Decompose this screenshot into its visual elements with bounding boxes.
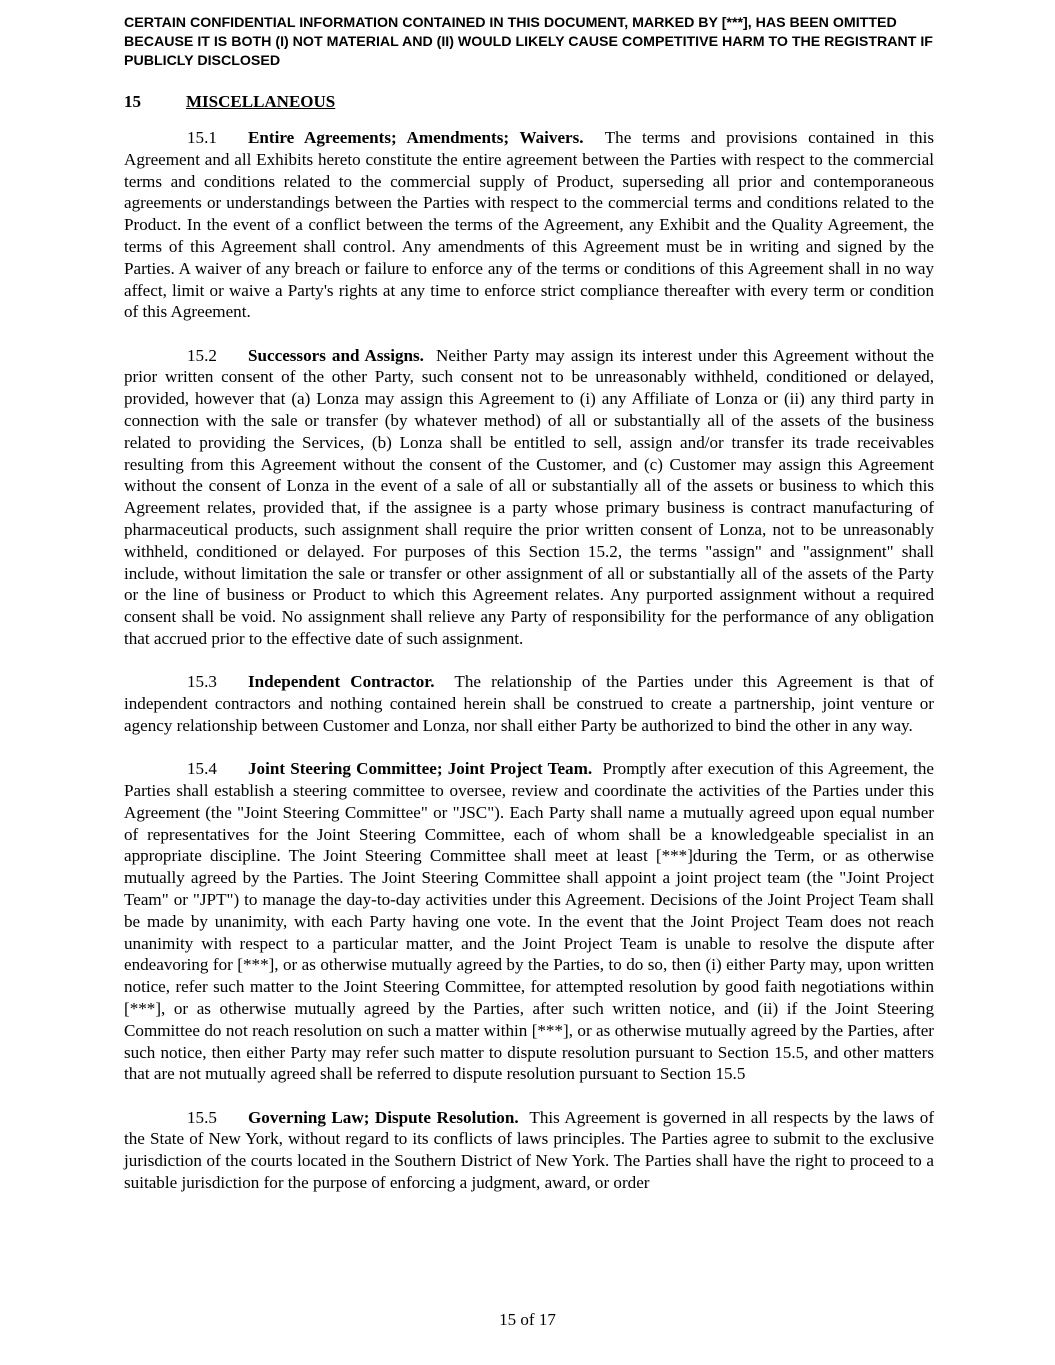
clause-number: 15.2: [187, 345, 217, 365]
clause-number: 15.5: [187, 1107, 217, 1127]
page-number: 15 of 17: [499, 1310, 556, 1329]
clause-title: Independent Contractor.: [248, 672, 435, 692]
clause-text: The relationship of the Parties under this Agreement is that of independent contractors and nothing contained herein shall be construed to create a partnership, joint venture or agency relationship between Customer and Lonza, nor shall either Party be authorized to bind the other in any way.: [124, 672, 934, 735]
section-number: 15: [124, 92, 141, 111]
clause-title: Successors and Assigns.: [248, 345, 424, 365]
clause-title: Governing Law; Dispute Resolution.: [248, 1107, 519, 1127]
clause-text: This Agreement is governed in all respects by the laws of the State of New York, without regard to its conflicts of laws principles. The Parties agree to submit to the exclusive jurisdiction of the courts located in the Southern District of New York. The Parties shall have the right to proceed to a suitable jurisdiction for the purpose of enforcing a judgment, award, or order: [124, 1107, 935, 1193]
section-heading: [124, 91, 934, 113]
clause-15-5: [124, 1107, 934, 1194]
clause-title: Entire Agreements; Amendments; Waivers.: [248, 128, 584, 147]
confidentiality-notice: CERTAIN CONFIDENTIAL INFORMATION CONTAINED IN THIS DOCUMENT, MARKED BY [***], HAS BEEN OMITTED BECAUSE IT IS BOTH (I) NOT MATERIAL AND (II) WOULD LIKELY CAUSE COMPETITIVE HARM TO THE REGISTRANT IF PUBLICLY DISCLOSED: [124, 15, 933, 69]
clause-15-2: [124, 345, 934, 650]
section-title: MISCELLANEOUS: [186, 92, 336, 111]
clause-text: Promptly after execution of this Agreement, the Parties shall establish a steering committee to oversee, review and coordinate the activities of the Parties under this Agreement (the "Joint Steering Committee" or "JSC"). Each Party shall name a mutually agreed upon equal number of representatives for the Joint Steering Committee, each of whom shall be a knowledgeable specialist in an appropriate discipline. The Joint Steering Committee shall meet at least [***]during the Term, or as otherwise mutually agreed by the Parties. The Joint Steering Committee shall appoint a joint project team (the "Joint Project Team" or "JPT") to manage the day-to-day activities under this Agreement. Decisions of the Joint Project Team shall be made by unanimity, with each Party having one vote. In the event that the Joint Project Team does not reach unanimity with respect to a particular matter, and the Joint Project Team is unable to resolve the dispute after endeavoring for [***], or as otherwise mutually agreed by the Parties, to do so, then (i) either Party may, upon written notice, refer such matter to the Joint Steering Committee, for attempted resolution by good faith negotiations within [***], or as otherwise mutually agreed by the Parties, after such written notice, and (ii) if the Joint Steering Committee do not reach resolution on such a matter within [***], or as otherwise mutually agreed by the Parties, after such notice, then either Party may refer such matter to dispute resolution pursuant to Section 15.5, and other matters that are not mutually agreed shall be referred to dispute resolution pursuant to Section 15.5: [124, 759, 934, 1084]
clause-15-3: [124, 671, 934, 736]
clause-text: The terms and provisions contained in this Agreement and all Exhibits hereto constitute the entire agreement between the Parties with respect to the commercial terms and conditions related to the commercial supply of Product, superseding all prior and contemporaneous agreements or understandings between the Parties with respect to the commercial terms and conditions related to the Product. In the event of a conflict between the terms of the Agreement, any Exhibit and the Quality Agreement, the terms of this Agreement shall control. Any amendments of this Agreement must be in writing and signed by the Parties. A waiver of any breach or failure to enforce any of the terms or conditions of this Agreement shall in no way affect, limit or waive a Party's rights at any time to enforce strict compliance thereafter with every term or condition of this Agreement.: [124, 128, 935, 322]
clause-text: Neither Party may assign its interest under this Agreement without the prior written consent of the other Party, such consent not to be unreasonably withheld, conditioned or delayed, provided, however that (a) Lonza may assign this Agreement to (i) any Affiliate of Lonza or (ii) any third party in connection with the sale or transfer (by whatever method) of all or substantially all of the assets of the business related to providing the Services, (b) Lonza shall be entitled to sell, assign and/or transfer its trade receivables resulting from this Agreement without the consent of the Customer, and (c) Customer may assign this Agreement without the consent of Lonza in the event of a sale of all or substantially all of the assets or business to which this Agreement relates, provided that, if the assignee is a party whose primary business is contract manufacturing of pharmaceutical products, such assignment shall require the prior written consent of Lonza, not to be unreasonably withheld, conditioned or delayed. For purposes of this Section 15.2, the terms "assign" and "assignment" shall include, without limitation the sale or transfer or other assignment of all or substantially all of the assets of the Party or the line of business or Product to which this Agreement relates. Any purported assignment without a required consent shall be void. No assignment shall relieve any Party of responsibility for the performance of any obligation that accrued prior to the effective date of such assignment.: [124, 345, 934, 649]
clause-number: 15.3: [187, 672, 217, 692]
document-page: [124, 14, 934, 1194]
clause-15-1: [124, 127, 934, 323]
clause-title: Joint Steering Committee; Joint Project Team.: [248, 759, 593, 779]
clause-number: 15.4: [187, 759, 217, 779]
clause-number: 15.1: [187, 128, 217, 147]
clause-15-4: [124, 758, 934, 1085]
